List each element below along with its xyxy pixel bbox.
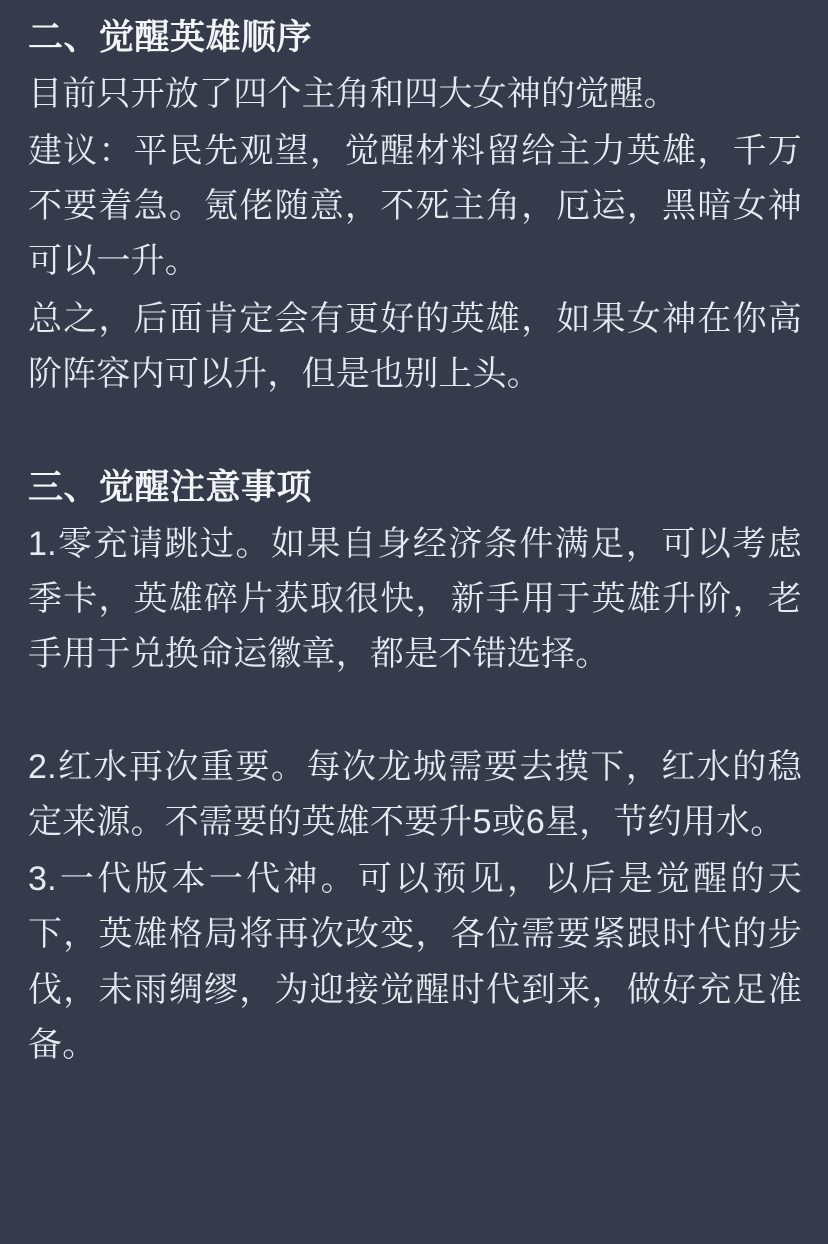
paragraph: 2.红水再次重要。每次龙城需要去摸下，红水的稳定来源。不需要的英雄不要升5或6星，节约用水。 (28, 748, 802, 842)
section-heading: 三、觉醒注意事项 (28, 467, 313, 507)
section-divider-space (28, 402, 802, 464)
paragraph: 总之，后面肯定会有更好的英雄，如果女神在你高阶阵容内可以升，但是也别上头。 (28, 299, 802, 393)
paragraph: 建议：平民先观望，觉醒材料留给主力英雄，千万不要着急。氪佬随意，不死主角，厄运，黑暗女神可以一升。 (28, 132, 802, 281)
paragraph-space (28, 684, 802, 740)
section-heading: 二、觉醒英雄顺序 (28, 18, 313, 57)
paragraph: 目前只开放了四个主角和四大女神的觉醒。 (28, 75, 678, 114)
section-awaken-notes (28, 464, 802, 1073)
paragraph: 1.零充请跳过。如果自身经济条件满足，可以考虑季卡，英雄碎片获取很快，新手用于英雄升阶，老手用于兑换命运徽章，都是不错选择。 (28, 524, 802, 674)
paragraph: 3.一代版本一代神。可以预见，以后是觉醒的天下，英雄格局将再次改变，各位需要紧跟时代的步伐，未雨绸缪，为迎接觉醒时代到来，做好充足准备。 (28, 860, 802, 1064)
section-awaken-hero-order (28, 14, 802, 402)
